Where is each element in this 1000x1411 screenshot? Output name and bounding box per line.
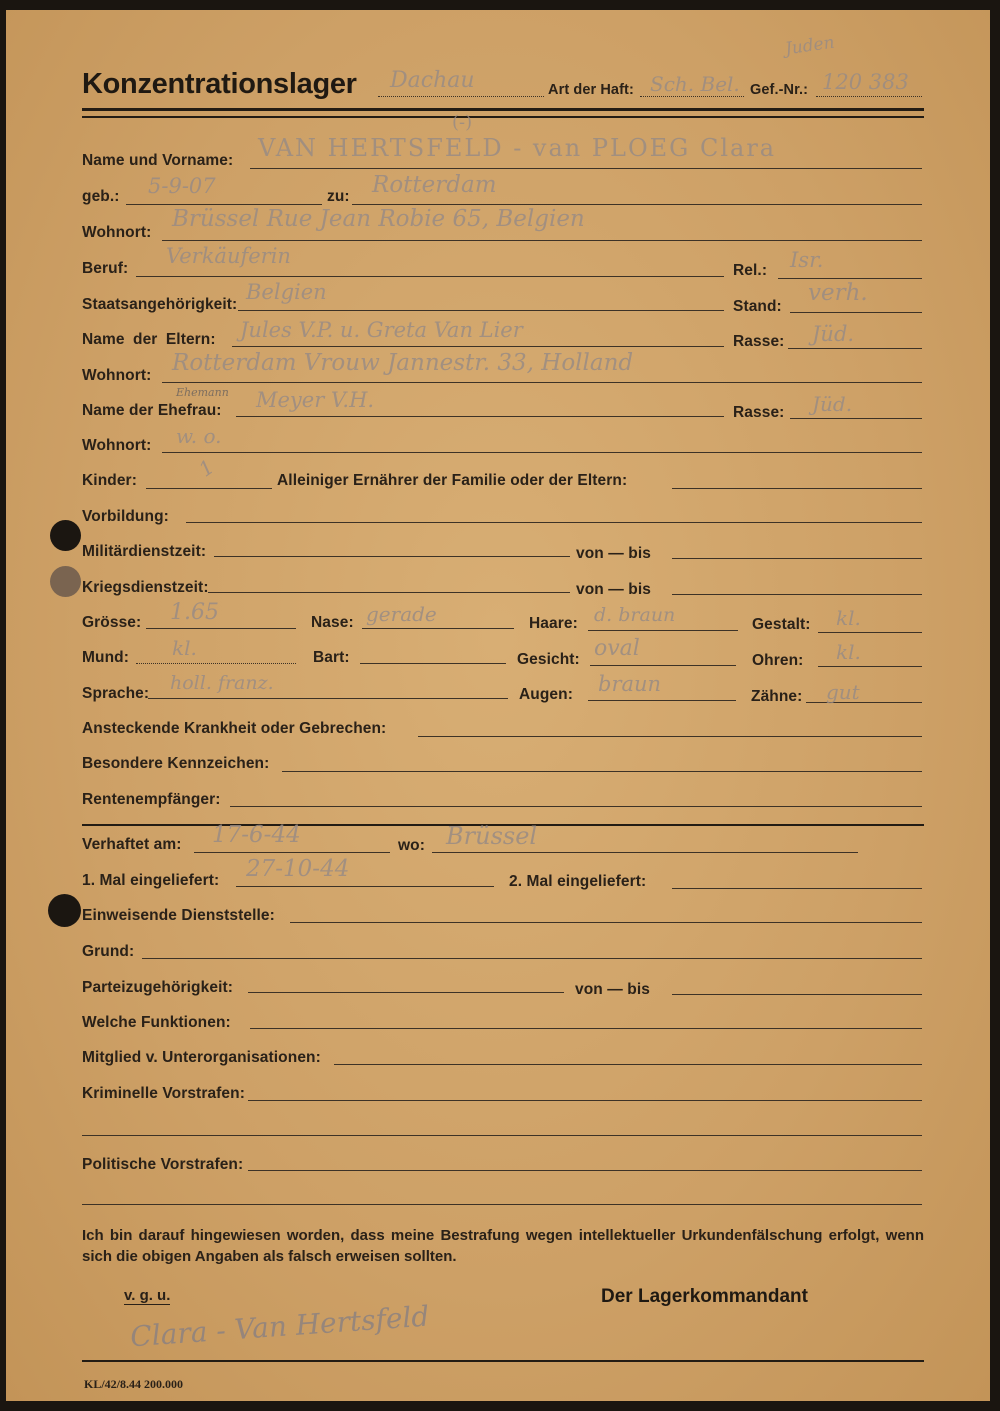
gestalt-label: Gestalt: [752, 616, 811, 633]
gef-nr-label: Gef.-Nr.: [750, 82, 809, 98]
footer-rule [82, 1360, 924, 1362]
ehefrau-value: Meyer V.H. [256, 388, 375, 412]
kinder-label: Kinder: [82, 472, 137, 489]
mal1-value: 27-10-44 [246, 856, 350, 882]
gef-nr-handwriting: 120 383 [822, 70, 909, 94]
augen-line [588, 700, 736, 701]
bart-label: Bart: [313, 649, 350, 666]
rente-label: Rentenempfänger: [82, 791, 221, 808]
dienststelle-line [290, 922, 922, 923]
haft-handwriting: Sch. Bel. [650, 72, 740, 96]
camp-handwriting: Dachau [390, 68, 475, 93]
staat-label: Staatsangehörigkeit: [82, 296, 238, 313]
militaer-von-bis: von — bis [576, 545, 651, 562]
name-line [250, 168, 922, 169]
header-rule-thin [82, 116, 924, 118]
mal1-line [236, 886, 494, 887]
rasse-label: Rasse: [733, 333, 785, 350]
zu-line [352, 204, 922, 205]
gesicht-line [590, 665, 736, 666]
funktionen-label: Welche Funktionen: [82, 1014, 231, 1031]
stand-value: verh. [808, 280, 868, 306]
lagerkommandant-label: Der Lagerkommandant [601, 1286, 808, 1307]
above-nr-handwriting: Juden [783, 32, 836, 60]
krim-line-2 [82, 1135, 922, 1136]
wohnort-line [162, 240, 922, 241]
haare-label: Haare: [529, 615, 578, 632]
mund-label: Mund: [82, 649, 129, 666]
sprache-value: holl. franz. [170, 672, 274, 694]
nase-line [362, 628, 514, 629]
mal2-line [672, 888, 922, 889]
rel-label: Rel.: [733, 262, 768, 279]
rel-value: Isr. [790, 248, 824, 272]
zaehne-label: Zähne: [751, 688, 803, 705]
groesse-value: 1.65 [170, 600, 219, 625]
stand-label: Stand: [733, 298, 782, 315]
augen-label: Augen: [519, 686, 573, 703]
krim-line [248, 1100, 922, 1101]
groesse-label: Grösse: [82, 614, 142, 631]
ohren-value: kl. [836, 640, 861, 664]
mund-line [136, 663, 296, 664]
beruf-value: Verkäuferin [166, 244, 291, 268]
ehefrau-wohnort-label: Wohnort: [82, 437, 152, 454]
militaer-bis-line [672, 558, 922, 559]
art-der-haft-label: Art der Haft: [548, 82, 634, 98]
unterorg-label: Mitglied v. Unterorganisationen: [82, 1049, 321, 1066]
punch-hole [50, 520, 81, 551]
haft-line [640, 96, 744, 97]
kriegs-line [208, 592, 570, 593]
eltern-label: Name der Eltern: [82, 331, 216, 348]
haare-value: d. braun [594, 604, 676, 626]
krankheit-label: Ansteckende Krankheit oder Gebrechen: [82, 720, 387, 737]
partei-von-bis: von — bis [575, 981, 650, 998]
zu-value: Rotterdam [372, 172, 497, 198]
gesicht-label: Gesicht: [517, 651, 580, 668]
haare-line [588, 630, 738, 631]
rasse2-label: Rasse: [733, 404, 785, 421]
kriegs-von-bis: von — bis [576, 581, 651, 598]
militaer-label: Militärdienstzeit: [82, 543, 207, 560]
ernaehrer-line [672, 488, 922, 489]
geb-value: 5-9-07 [148, 174, 216, 198]
gef-nr-line [816, 96, 922, 97]
vgu-label: v. g. u. [124, 1287, 171, 1304]
grund-line [142, 958, 922, 959]
sprache-line [148, 698, 508, 699]
verhaftet-line [194, 852, 390, 853]
gestalt-value: kl. [836, 606, 861, 630]
eltern-value: Jules V.P. u. Greta Van Lier [240, 318, 523, 342]
militaer-line [214, 556, 570, 557]
sprache-label: Sprache: [82, 685, 150, 702]
punch-hole [48, 894, 81, 927]
partei-label: Parteizugehörigkeit: [82, 979, 233, 996]
eltern-wohnort-value: Rotterdam Vrouw Jannestr. 33, Holland [172, 350, 634, 376]
rasse-value: Jüd. [812, 322, 855, 346]
name-value: VAN HERTSFELD - van PLOEG Clara [258, 134, 777, 162]
eltern-line [232, 346, 724, 347]
kriegs-bis-line [672, 594, 922, 595]
geb-label: geb.: [82, 188, 120, 205]
staat-line [238, 310, 724, 311]
groesse-line [146, 628, 296, 629]
ohren-label: Ohren: [752, 652, 804, 669]
bart-line [360, 663, 506, 664]
geb-line [126, 204, 322, 205]
polit-line-2 [82, 1204, 922, 1205]
gesicht-value: oval [594, 636, 640, 661]
krim-label: Kriminelle Vorstrafen: [82, 1085, 245, 1102]
eltern-wohnort-label: Wohnort: [82, 367, 152, 384]
rasse2-line [790, 418, 922, 419]
staat-value: Belgien [246, 280, 327, 304]
mal1-label: 1. Mal eingeliefert: [82, 872, 220, 889]
ernaehrer-label: Alleiniger Ernährer der Familie oder der Eltern: [277, 472, 628, 489]
polit-line [248, 1170, 922, 1171]
eltern-wohnort-line [162, 382, 922, 383]
header-rule-thick [82, 108, 924, 111]
rasse-line [788, 348, 922, 349]
name-mark: (-) [452, 112, 473, 133]
mal2-label: 2. Mal eingeliefert: [509, 873, 647, 890]
zaehne-value: gut [826, 680, 860, 704]
punch-hole [50, 566, 81, 597]
polit-label: Politische Vorstrafen: [82, 1156, 244, 1173]
wo-label: wo: [398, 837, 425, 854]
beruf-line [136, 276, 724, 277]
name-label: Name und Vorname: [82, 152, 234, 169]
unterorg-line [334, 1064, 922, 1065]
ehefrau-line [236, 416, 724, 417]
ehefrau-wohnort-line [162, 452, 922, 453]
dienststelle-label: Einweisende Dienststelle: [82, 907, 275, 924]
verhaftet-label: Verhaftet am: [82, 836, 182, 853]
ehefrau-wohnort-value: w. o. [176, 424, 222, 448]
rel-line [778, 278, 922, 279]
mund-value: kl. [172, 636, 197, 660]
beruf-label: Beruf: [82, 260, 129, 277]
kennzeichen-line [282, 771, 922, 772]
ehefrau-correction: Ehemann [176, 386, 229, 399]
vorbildung-label: Vorbildung: [82, 508, 169, 525]
print-code: KL/42/8.44 200.000 [84, 1377, 184, 1391]
declaration-text: Ich bin darauf hingewiesen worden, dass meine Bestrafung wegen intellektueller Urkundenfälschung erfolgt, wenn sich die obigen Angaben als falsch erweisen sollten. [82, 1227, 924, 1265]
wohnort-label: Wohnort: [82, 224, 152, 241]
krankheit-line [418, 736, 922, 737]
vorbildung-line [186, 522, 922, 523]
augen-value: braun [598, 672, 662, 696]
wo-value: Brüssel [446, 822, 538, 850]
verhaftet-value: 17-6-44 [212, 822, 301, 848]
kennzeichen-label: Besondere Kennzeichen: [82, 755, 270, 772]
wo-line [432, 852, 858, 853]
stand-line [790, 312, 922, 313]
camp-line [378, 96, 544, 97]
partei-line [248, 992, 564, 993]
rente-line [230, 806, 922, 807]
wohnort-value: Brüssel Rue Jean Robie 65, Belgien [172, 206, 585, 232]
partei-bis-line [672, 994, 922, 995]
kinder-line [146, 488, 272, 489]
ohren-line [818, 666, 922, 667]
zaehne-line [806, 702, 922, 703]
grund-label: Grund: [82, 943, 135, 960]
rasse2-value: Jüd. [812, 392, 853, 416]
kinder-value: 1 [194, 454, 219, 482]
nase-value: gerade [366, 602, 437, 626]
funktionen-line [250, 1028, 922, 1029]
form-title: Konzentrationslager [82, 68, 357, 100]
zu-label: zu: [327, 188, 350, 205]
ehefrau-label: Name der Ehefrau: [82, 402, 222, 419]
kriegs-label: Kriegsdienstzeit: [82, 579, 209, 596]
nase-label: Nase: [311, 614, 354, 631]
prisoner-signature: Clara - Van Hertsfeld [129, 1299, 431, 1354]
gestalt-line [818, 632, 922, 633]
